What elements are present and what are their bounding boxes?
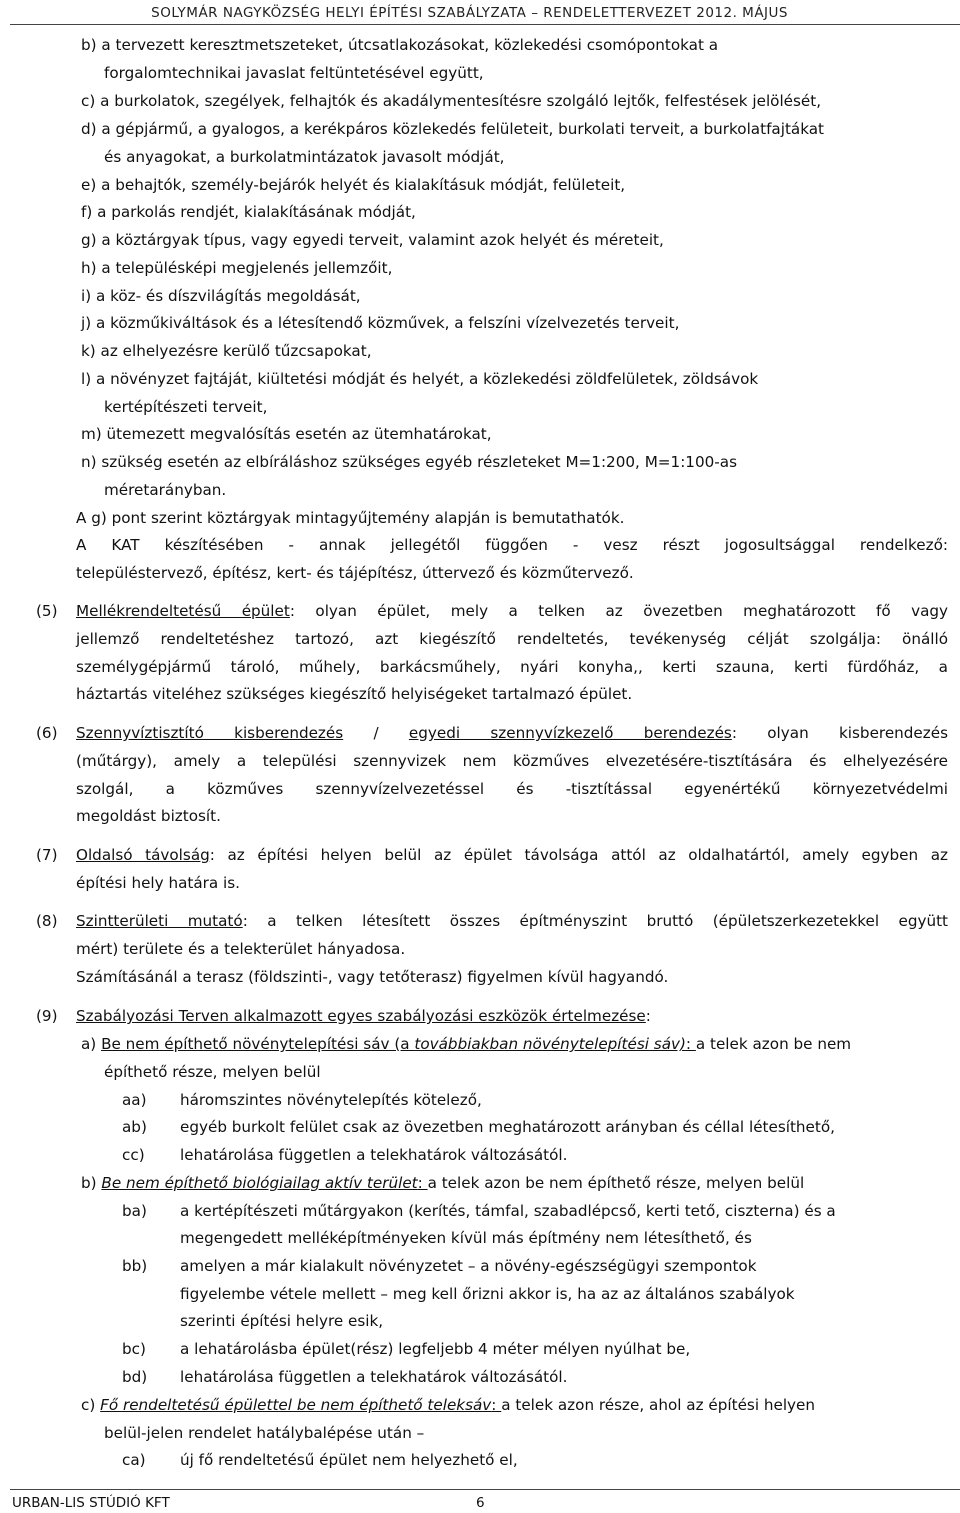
paragraph-8-line: mért) területe és a telekterület hányadosa. <box>76 940 406 958</box>
list-item-l: l) a növényzet fajtáját, kiültetési módját és helyét, a közlekedési zöldfelületek, zöldsávok <box>81 370 759 388</box>
list-item-b: b) a tervezett keresztmetszeteket, útcsatlakozásokat, közlekedési csomópontokat a <box>81 36 719 54</box>
list-item-c: c) a burkolatok, szegélyek, felhajtók és akadálymentesítésre szolgáló lejtők, felfestések jelölését, <box>81 92 822 110</box>
list-item-d-cont: és anyagokat, a burkolatmintázatok javasolt módját, <box>104 148 505 166</box>
subitem-key: bd) <box>122 1368 148 1386</box>
note-line: A g) pont szerint köztárgyak mintagyűjtemény alapján is bemutathatók. <box>76 509 625 527</box>
item-a-cont: építhető része, melyen belül <box>104 1063 321 1081</box>
item-a: a) Be nem építhető növénytelepítési sáv (a továbbiakban növénytelepítési sáv): a telek azon be nem <box>81 1035 852 1053</box>
page-number: 6 <box>476 1495 485 1511</box>
defined-term: Oldalsó távolság <box>76 846 210 864</box>
item-c: c) Fő rendeltetésű épülettel be nem építhető teleksáv: a telek azon része, ahol az építési helyen <box>81 1396 816 1414</box>
list-item-f: f) a parkolás rendjét, kialakításának módját, <box>81 203 416 221</box>
list-item-n: n) szükség esetén az elbíráláshoz szükséges egyéb részleteket M=1:200, M=1:100-as <box>81 453 737 471</box>
note-line: településtervező, építész, kert- és tájépítész, úttervező és közműtervező. <box>76 564 634 582</box>
paragraph-6-line: (műtárgy), amely a települési szennyvizek nem közműves elvezetésére-tisztítására és elhelyezésére <box>76 752 948 770</box>
header-rule <box>10 24 960 25</box>
list-item-h: h) a településképi megjelenés jellemzőit, <box>81 259 393 277</box>
subitem-text: amelyen a már kialakult növényzetet – a növény-egészségügyi szempontok <box>180 1257 757 1275</box>
list-item-j: j) a közműkiváltások és a létesítendő közművek, a felszíni vízelvezetés terveit, <box>81 314 680 332</box>
defined-term: egyedi szennyvízkezelő berendezés <box>408 724 732 742</box>
paragraph-7-line: építési hely határa is. <box>76 874 240 892</box>
subitem-text: háromszintes növénytelepítés kötelező, <box>180 1091 482 1109</box>
paragraph-5-line: személygépjármű tároló, műhely, barkácsműhely, nyári konyha,, kerti szauna, kerti fürdőház, a <box>76 658 948 676</box>
list-item-d: d) a gépjármű, a gyalogos, a kerékpáros közlekedés felületeit, burkolati terveit, a burkolatfajtákat <box>81 120 824 138</box>
paragraph-5-line: jellemző rendeltetéshez tartozó, azt kiegészítő rendeltetés, tevékenység célját szolgálja: önálló <box>76 630 948 648</box>
paragraph-9-heading: Szabályozási Terven alkalmazott egyes szabályozási eszközök értelmezése: <box>76 1007 651 1025</box>
subitem-text: a kertépítészeti műtárgyakon (kerítés, támfal, szabadlépcső, kerti tető, ciszterna) és a <box>180 1202 836 1220</box>
subitem-key: bc) <box>122 1340 146 1358</box>
page-header-title: SOLYMÁR NAGYKÖZSÉG HELYI ÉPÍTÉSI SZABÁLYZATA – RENDELETTERVEZET 2012. MÁJUS <box>151 5 788 21</box>
list-item-i: i) a köz- és díszvilágítás megoldását, <box>81 287 361 305</box>
footer-company: URBAN-LIS STÚDIÓ KFT <box>12 1495 170 1511</box>
list-item-m: m) ütemezett megvalósítás esetén az ütemhatárokat, <box>81 425 492 443</box>
paragraph-5-line: háztartás viteléhez szükséges kiegészítő helyiségeket tartalmazó épület. <box>76 685 633 703</box>
paragraph-number: (6) <box>36 724 58 742</box>
paragraph-7-line: Oldalsó távolság: az építési helyen belül az épület távolsága attól az oldalhatártól, amely egyben az <box>76 846 948 864</box>
section-heading: Szabályozási Terven alkalmazott egyes szabályozási eszközök értelmezése <box>76 1007 646 1025</box>
defined-term: Szennyvíztisztító kisberendezés <box>76 724 344 742</box>
subitem-text: egyéb burkolt felület csak az övezetben meghatározott arányban és céllal létesíthető, <box>180 1118 835 1136</box>
subitem-text-cont: figyelembe vétele mellett – meg kell őrizni akkor is, ha az az általános szabályok <box>180 1285 795 1303</box>
paragraph-8-line: Számításánál a terasz (földszinti-, vagy tetőterasz) figyelmen kívül hagyandó. <box>76 968 669 986</box>
paragraph-8-line: Szintterületi mutató: a telken létesített összes építményszint bruttó (épületszerkezetekkel együtt <box>76 912 949 930</box>
subitem-text: új fő rendeltetésű épület nem helyezhető el, <box>180 1451 518 1469</box>
paragraph-5-line: Mellékrendeltetésű épület: olyan épület, mely a telken az övezetben meghatározott fő vagy <box>76 602 949 620</box>
paragraph-number: (9) <box>36 1007 58 1025</box>
paragraph-number: (7) <box>36 846 58 864</box>
subitem-key: aa) <box>122 1091 147 1109</box>
subitem-key: ba) <box>122 1202 147 1220</box>
footer-rule <box>10 1489 960 1490</box>
subitem-text-cont: szerinti építési helyre esik, <box>180 1312 384 1330</box>
paragraph-6-line: Szennyvíztisztító kisberendezés / egyedi szennyvízkezelő berendezés: olyan kisberendezés <box>76 724 949 742</box>
subitem-text: lehatárolása független a telekhatárok változásától. <box>180 1146 568 1164</box>
defined-term: Mellékrendeltetésű épület <box>76 602 290 620</box>
item-b: b) Be nem építhető biológiailag aktív terület: a telek azon be nem építhető része, melyen belül <box>81 1174 805 1192</box>
subitem-key: ab) <box>122 1118 147 1136</box>
defined-term: Szintterületi mutató <box>76 912 243 930</box>
list-item-n-cont: méretarányban. <box>104 481 227 499</box>
paragraph-6-line: szolgál, a közműves szennyvízelvezetéssel és -tisztítással egyenértékű környezetvédelmi <box>76 780 948 798</box>
item-c-cont: belül-jelen rendelet hatálybalépése után – <box>104 1424 425 1442</box>
list-item-k: k) az elhelyezésre kerülő tűzcsapokat, <box>81 342 372 360</box>
paragraph-number: (5) <box>36 602 58 620</box>
list-item-b-cont: forgalomtechnikai javaslat feltüntetésével együtt, <box>104 64 484 82</box>
paragraph-6-line: megoldást biztosít. <box>76 807 221 825</box>
list-item-g: g) a köztárgyak típus, vagy egyedi terveit, valamint azok helyét és méreteit, <box>81 231 664 249</box>
subitem-key: ca) <box>122 1451 146 1469</box>
subitem-text-cont: megengedett melléképítményeken kívül más építmény nem létesíthető, és <box>180 1229 752 1247</box>
subitem-key: bb) <box>122 1257 148 1275</box>
note-line: A KAT készítésében - annak jellegétől függően - vesz részt jogosultsággal rendelkező: <box>76 536 948 554</box>
subitem-key: cc) <box>122 1146 145 1164</box>
subitem-text: lehatárolása független a telekhatárok változásától. <box>180 1368 568 1386</box>
paragraph-number: (8) <box>36 912 58 930</box>
subitem-text: a lehatárolásba épület(rész) legfeljebb 4 méter mélyen nyúlhat be, <box>180 1340 691 1358</box>
list-item-l-cont: kertépítészeti terveit, <box>104 398 268 416</box>
list-item-e: e) a behajtók, személy-bejárók helyét és kialakításuk módját, felületeit, <box>81 176 626 194</box>
